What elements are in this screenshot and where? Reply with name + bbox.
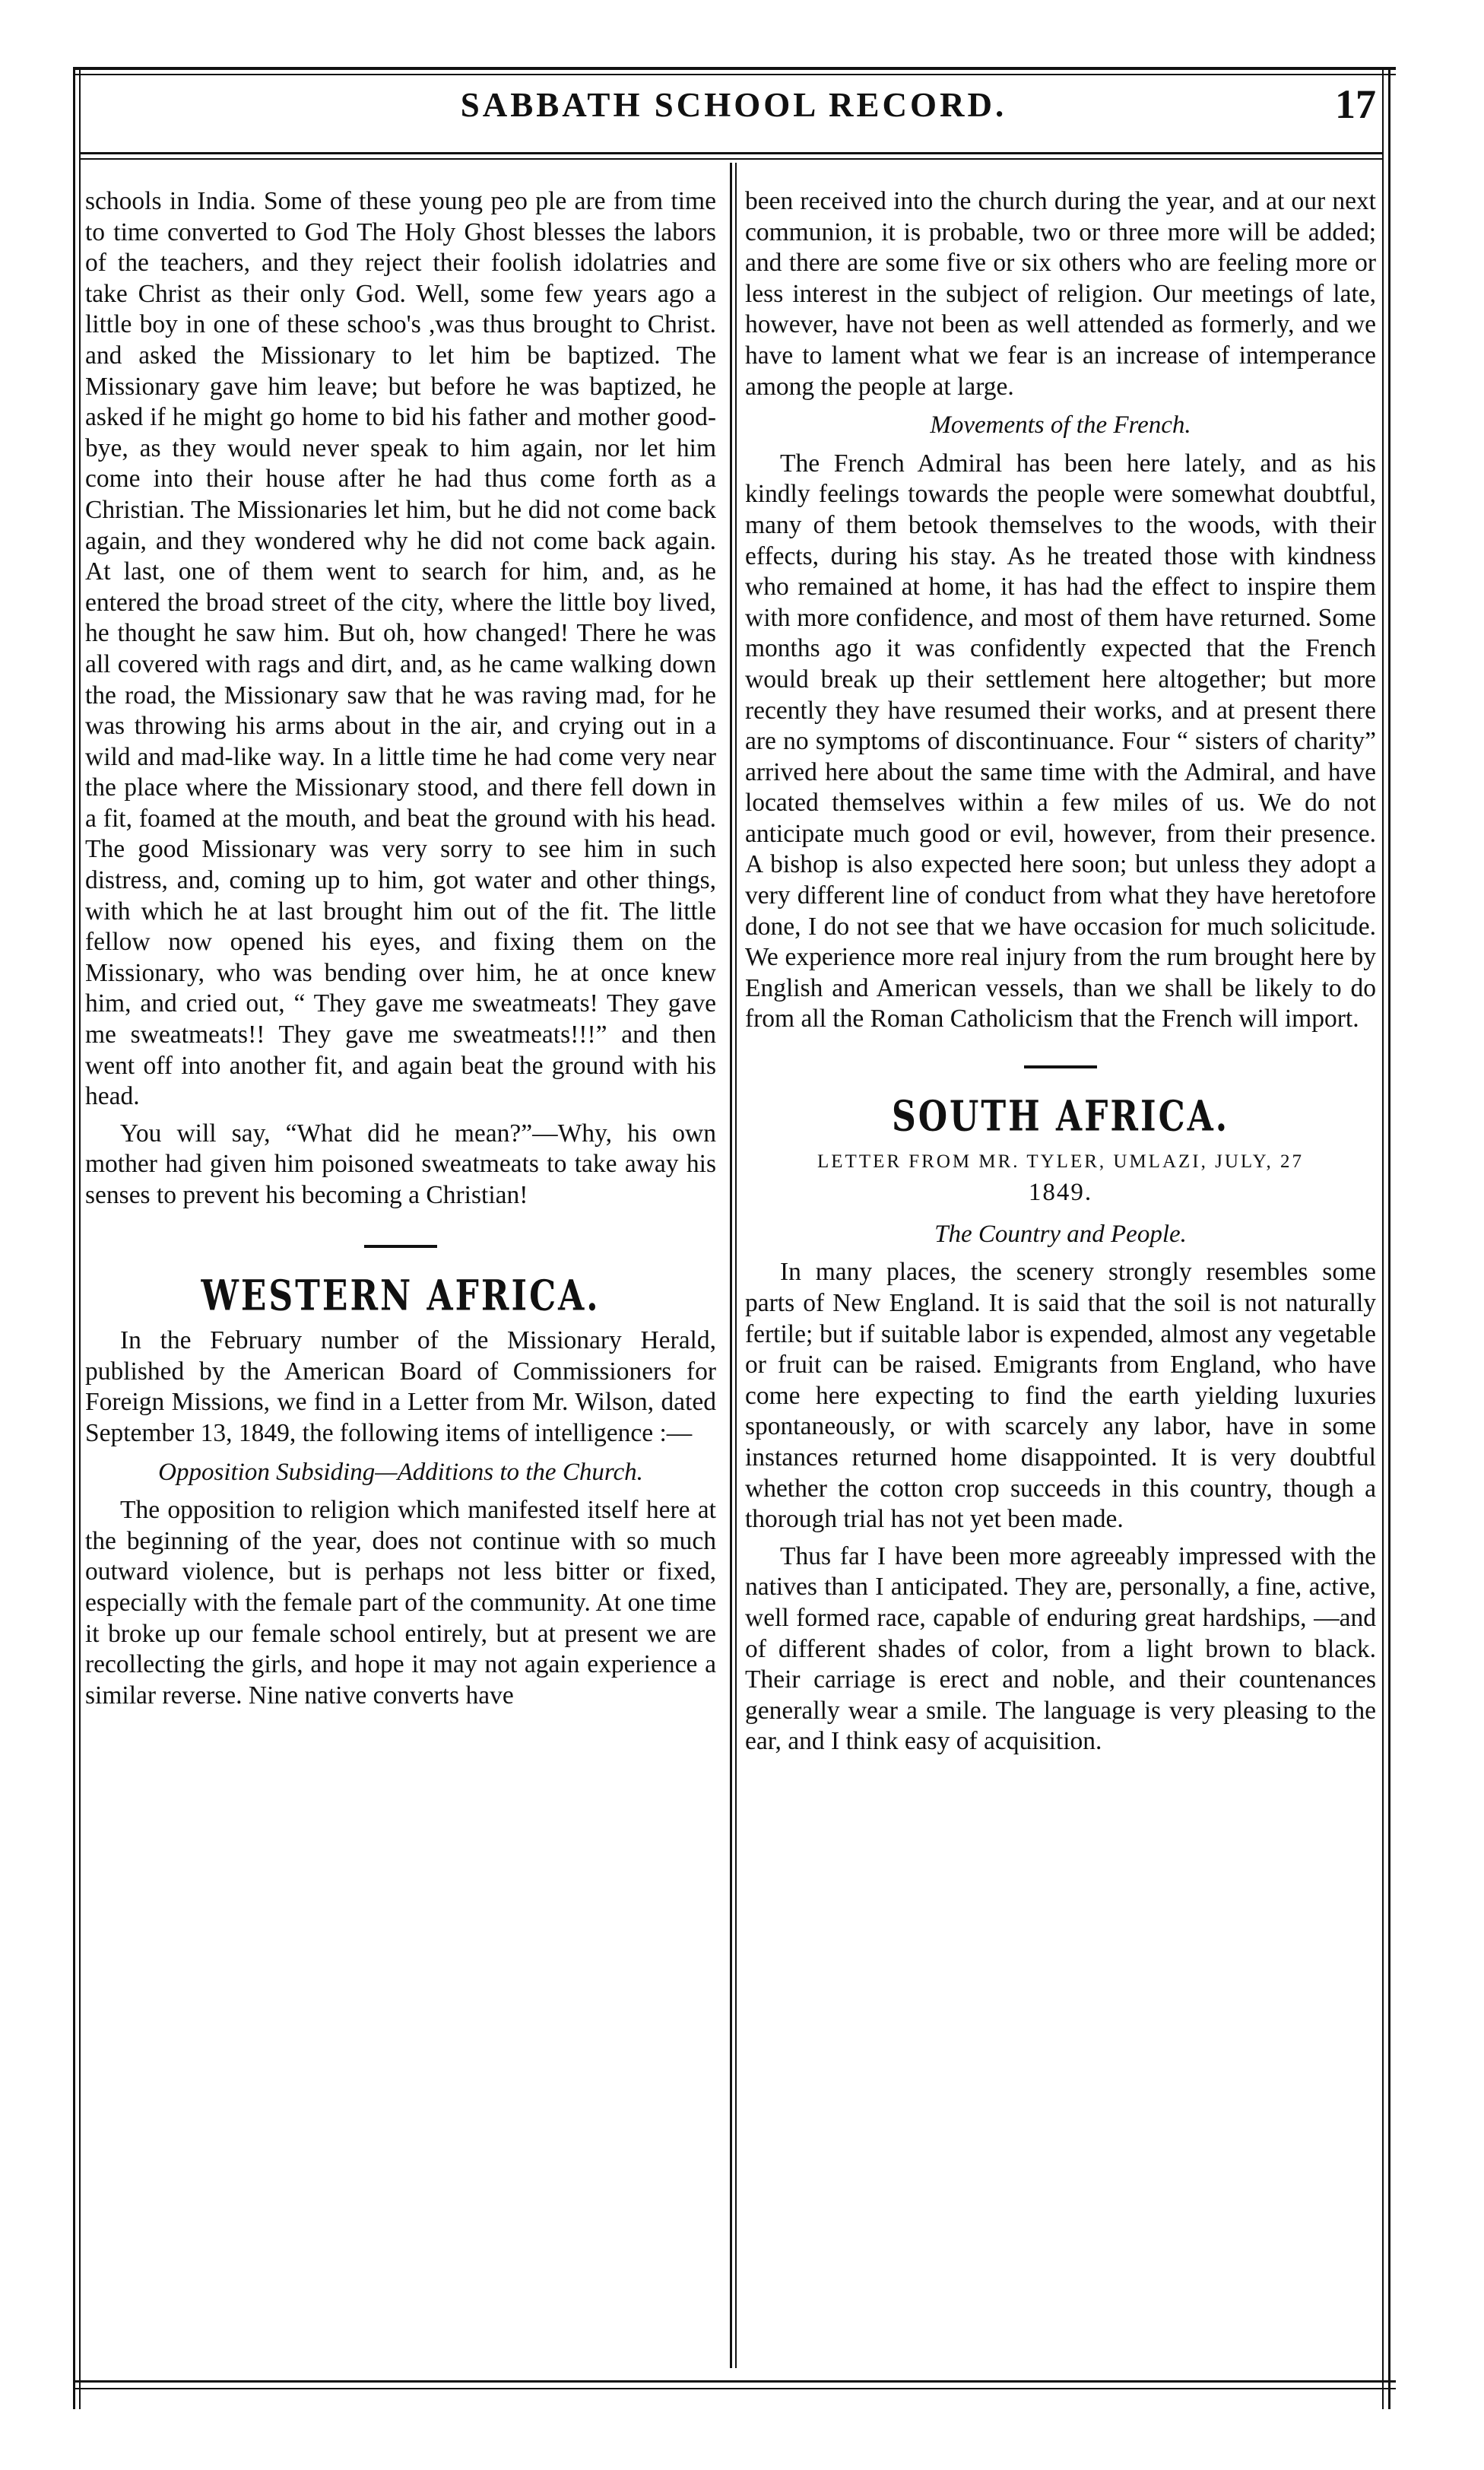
letter-dateline-year: 1849. (1028, 1179, 1093, 1207)
article-paragraph: You will say, “What did he mean?”—Why, his own mother had given him poisoned sweatmeats to take away his senses to prevent his becoming a Christian! (85, 1119, 716, 1209)
letter-dateline: LETTER FROM MR. TYLER, UMLAZI, JULY, 27 (817, 1151, 1304, 1172)
left-column (85, 186, 716, 1717)
article-paragraph: Thus far I have been more agreeably impressed with the natives than I anticipated. They are, personally, a fine, active, well formed race, capable of enduring great hardships, —and of different shades of color, from a light brown to black. Their carriage is erect and noble, and their countenances generally wear a smile. The language is very pleasing to the ear, and I think easy of acquisition. (745, 1541, 1376, 1756)
left-border-rule-thin (79, 67, 81, 2409)
right-border-rule-thin (1382, 67, 1384, 2409)
right-border-rule (1388, 67, 1390, 2409)
section-heading-western-africa: WESTERN AFRICA. (201, 1272, 601, 1320)
top-border-rule (73, 67, 1396, 70)
article-paragraph: In the February number of the Missionary Herald, published by the American Board of Commissioners for Foreign Missions, we find in a Letter from Mr. Wilson, dated September 13, 1849, the following items of intelligence :— (85, 1326, 716, 1447)
running-title: SABBATH SCHOOL RECORD. (460, 86, 1007, 124)
subheading: Opposition Subsiding—Additions to the Church. (158, 1458, 643, 1486)
section-separator (364, 1245, 437, 1248)
page-number: 17 (1335, 81, 1376, 127)
article-paragraph: The opposition to religion which manifested itself here at the beginning of the year, does not continue with so much outward violence, but is perhaps not less bitter or fixed, especially with the female part of the community. At one time it broke up our female school entirely, but at present we are recollecting the girls, and hope it may not again experience a similar reverse. Nine native converts have (85, 1496, 716, 1710)
right-column (745, 186, 1376, 1764)
article-paragraph: The French Admiral has been here lately, and as his kindly feelings towards the people were somewhat doubtful, many of them betook themselves to the woods, with their effects, during his stay. As he treated those with kindness who remained at home, it has had the effect to inspire them with more confidence, and most of them have returned. Some months ago it was confidently expected that the French would break up their settlement here altogether; but more recently they have resumed their works, and at present there are no symptoms of discontinuance. Four “ sisters of charity” arrived here about the same time with the Admiral, and have located themselves within a few miles of us. We do not anticipate much good or evil, however, from their presence. A bishop is also expected here soon; but unless they adopt a very different line of conduct from what they have heretofore done, I do not see that we have occasion for much solicitude. We experience more real injury from the rum brought here by English and American vessels, than we shall be likely to do from all the Roman Catholicism that the French will import. (745, 449, 1376, 1033)
top-border-rule-thin (73, 74, 1396, 75)
subheading: The Country and People. (934, 1220, 1187, 1248)
bottom-border-rule-thin (73, 2388, 1396, 2389)
subheading: Movements of the French. (930, 411, 1191, 440)
section-heading-south-africa: SOUTH AFRICA. (891, 1092, 1230, 1141)
header-rule-thin (81, 158, 1382, 160)
section-separator (1024, 1065, 1097, 1068)
column-divider-thin (735, 163, 737, 2368)
header-rule (81, 152, 1382, 154)
bottom-border-rule (73, 2380, 1396, 2383)
column-divider (730, 163, 732, 2368)
article-paragraph: schools in India. Some of these young peo ple are from time to time converted to God The Holy Ghost blesses the labors of the teachers, and they reject their foolish idolatries and take Christ as their only God. Well, some few years ago a little boy in one of these schoo's ,was thus brought to Christ. and asked the Missionary to let him be baptized. The Missionary gave him leave; but before he was baptized, he asked if he might go home to bid his father and mother good-bye, as they would never speak to him again, nor let him come into their house after he had thus come forth as a Christian. The Missionaries let him, but he did not come back again, and they wondered why he did not come back again. At last, one of them went to search for him, and, as he entered the broad street of the city, where the little boy lived, he thought he saw him. But oh, how changed! There he was all covered with rags and dirt, and, as he came walking down the road, the Missionary saw that he was raving mad, for he was throwing his arms about in the air, and crying out in a wild and mad-like way. In a little time he had come very near the place where the Missionary stood, and there fell down in a fit, foamed at the mouth, and beat the ground with his head. The good Missionary was very sorry to see him in such distress, and, coming up to him, got water and other things, with which he at last brought him out of the fit. The little fellow now opened his eyes, and fixing them on the Missionary, who was bending over him, he at once knew him, and cried out, “ They gave me sweatmeats! They gave me sweatmeats!! They gave me sweatmeats!!!” and then went off into another fit, and again beat the ground with his head. (85, 187, 716, 1111)
left-border-rule (73, 67, 75, 2409)
page-header (91, 81, 1376, 138)
article-paragraph: been received into the church during the year, and at our next communion, it is probable, two or three more will be added; and there are some five or six others who are feeling more or less interest in the subject of religion. Our meetings of late, however, have not been as well attended as formerly, and we have to lament what we fear is an increase of intemperance among the people at large. (745, 187, 1376, 401)
article-paragraph: In many places, the scenery strongly resembles some parts of New England. It is said that the soil is not naturally fertile; but if suitable labor is expended, almost any vegetable or fruit can be raised. Emigrants from England, who have come here expecting to find the earth yielding luxuries spontaneously, or with scarcely any labor, have in some instances returned home disappointed. It is very doubtful whether the cotton crop succeeds in this country, though a thorough trial has not yet been made. (745, 1258, 1376, 1534)
